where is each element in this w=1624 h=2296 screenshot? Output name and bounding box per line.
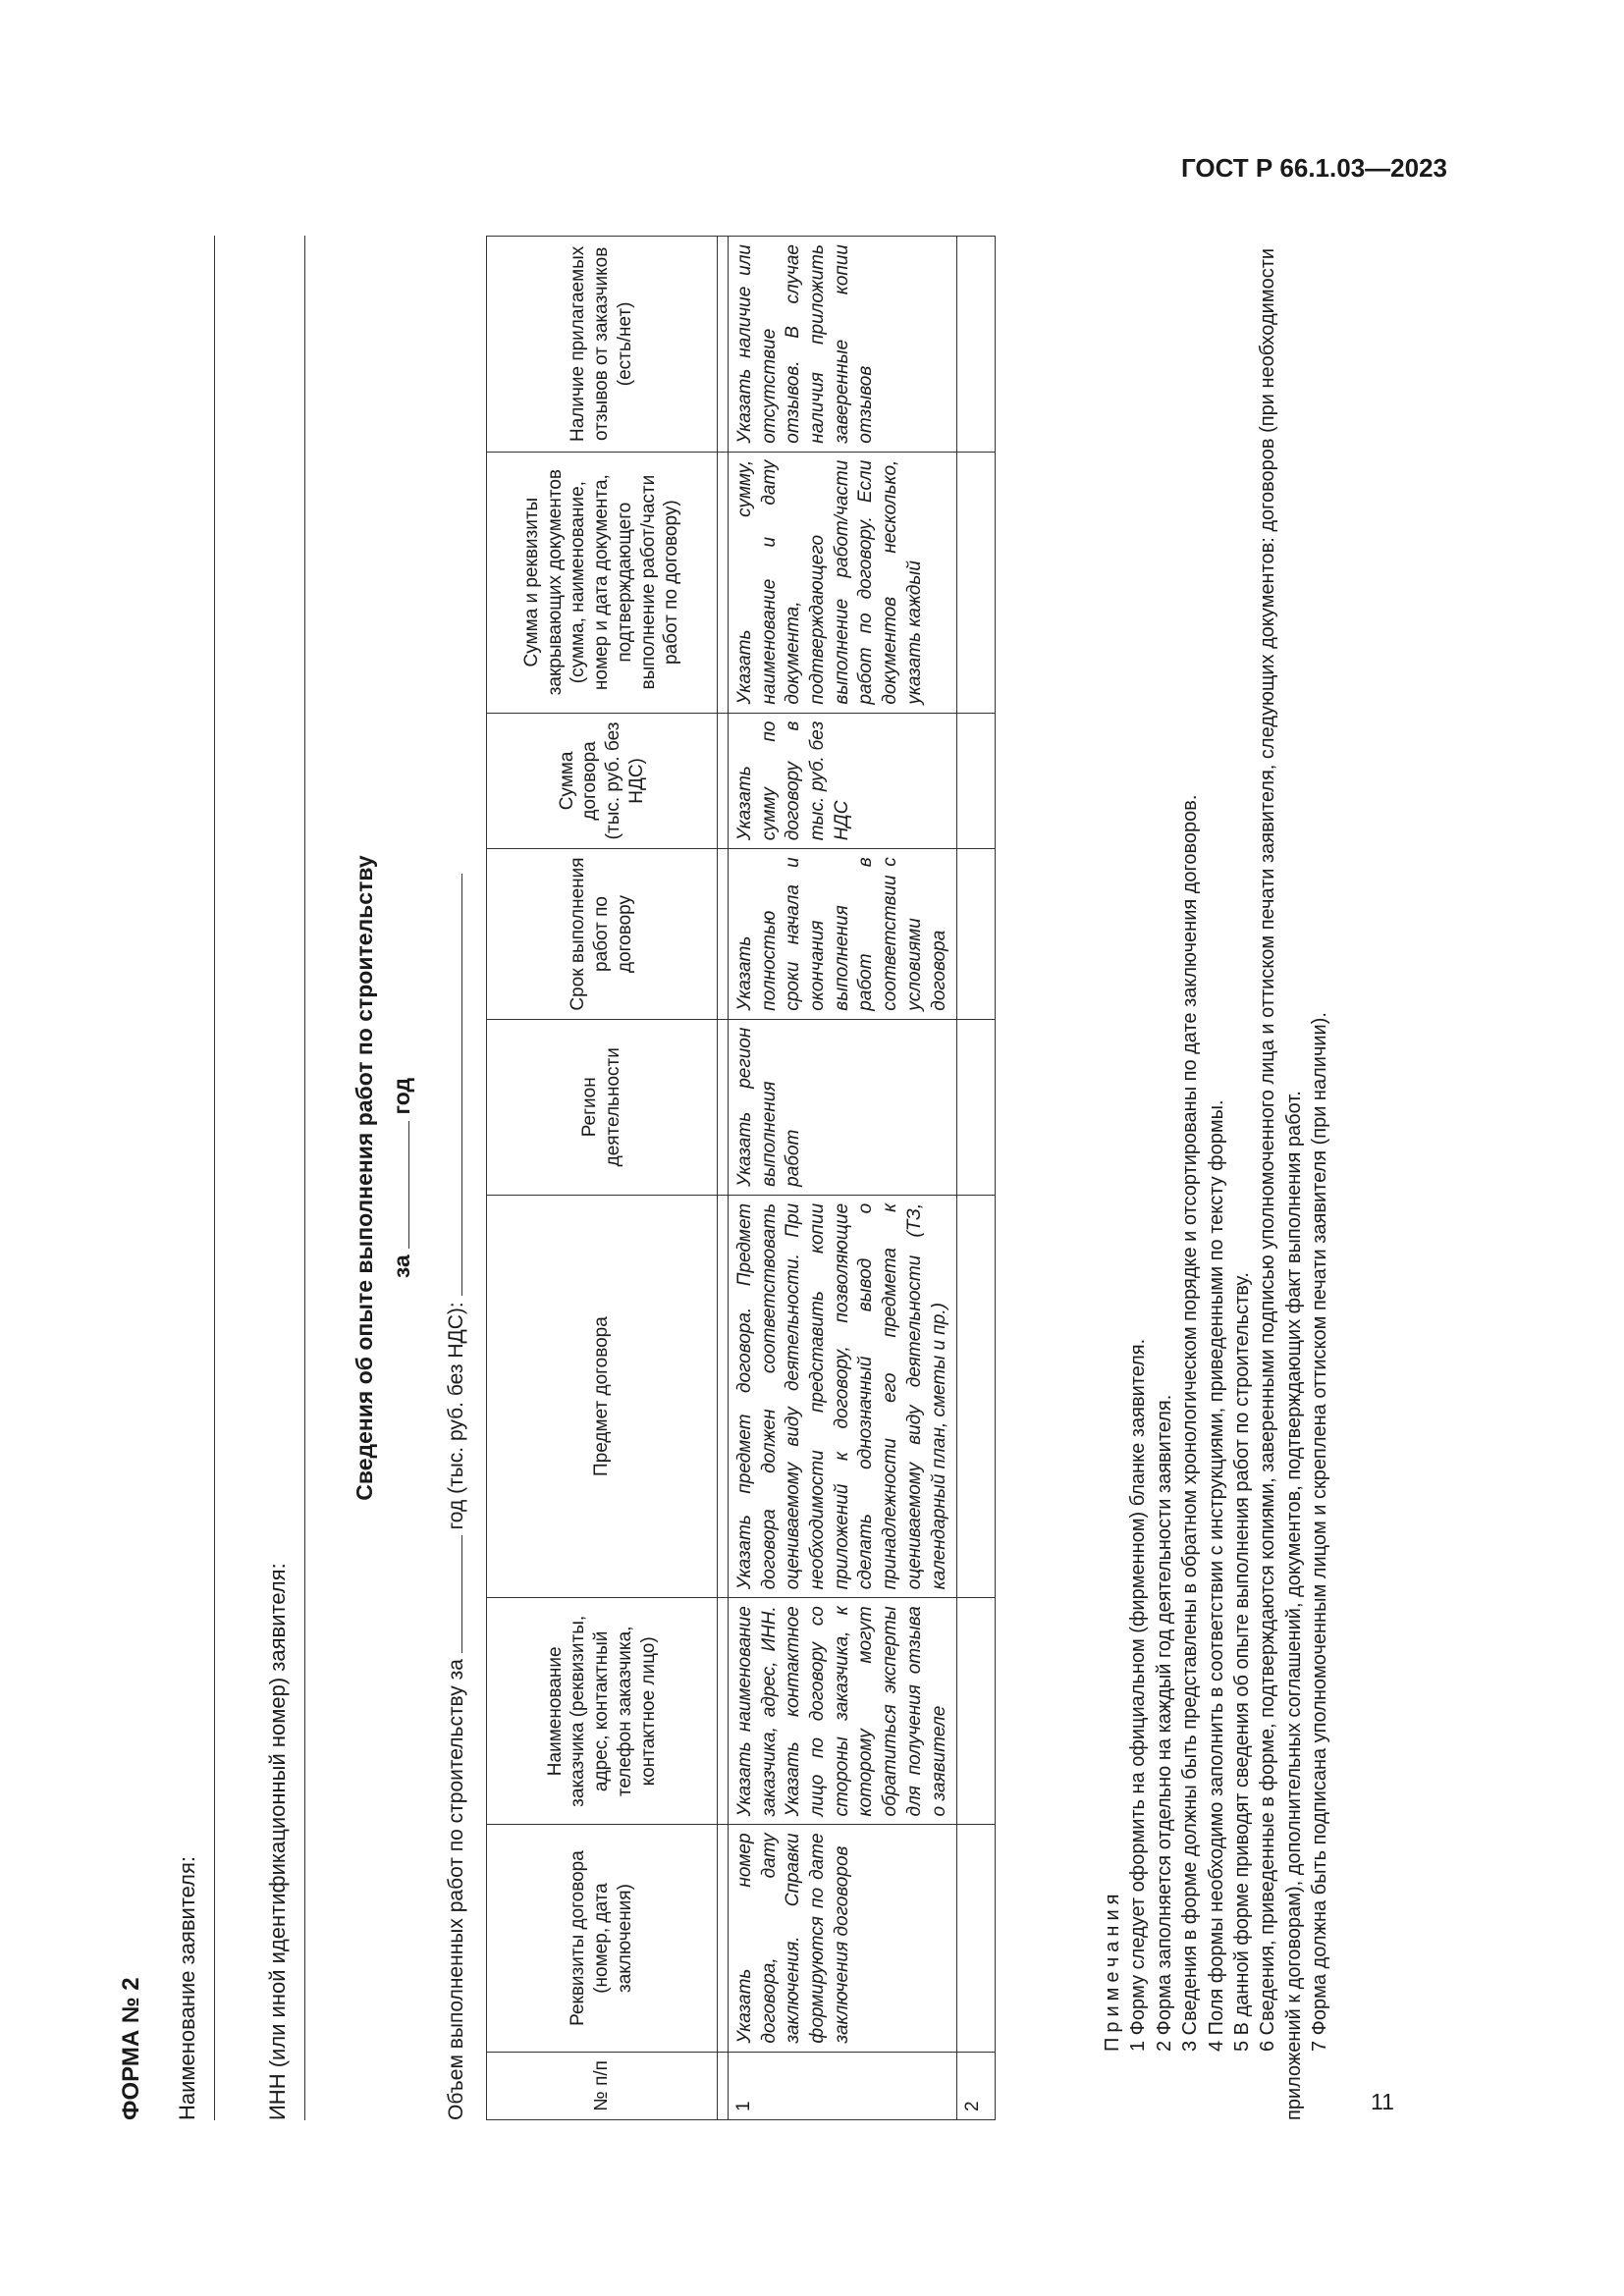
col-header-subject: Предмет договора (487, 1195, 718, 1597)
table-cell[interactable] (957, 237, 996, 453)
table-header-row (487, 237, 718, 2120)
notes-title: Примечания (1102, 1889, 1123, 2052)
table-cell[interactable]: Указать сумму, наименование и дату документа, подтверждающего выполнение работ/части работ по договору. Если документов несколько, указать каждый (729, 452, 957, 713)
inn-underline (304, 236, 305, 2120)
notes-block (1100, 236, 1333, 2120)
form-title: ФОРМА № 2 (118, 1977, 144, 2120)
col-header-contract-details: Реквизиты договора (номер, дата заключения) (487, 1825, 718, 2052)
heading-year-prefix: за (389, 1255, 414, 1279)
heading-year-blank[interactable] (389, 1121, 409, 1249)
table-cell[interactable]: Указать номер договора, дату заключения. Справки формируются по дате заключения договоров (729, 1825, 957, 2052)
note-item: 5 В данной форме приводят сведения об опыте выполнения работ по строительству. (1230, 1272, 1253, 2052)
page-number: 11 (1371, 2089, 1394, 2114)
note-item: 3 Сведения в форме должны быть представлены в обратном хронологическом порядке и отсортированы по дате заключения договоров. (1179, 794, 1202, 2052)
table-cell[interactable] (957, 1019, 996, 1195)
form-heading: Сведения об опыте выполнения работ по строительству (352, 855, 377, 1501)
note-item: 2 Форма заполняется отдельно на каждый год деятельности заявителя. (1153, 1394, 1175, 2052)
table-cell[interactable]: Указать полностью сроки начала и окончания выполнения работ в соответствии с условиями договора (729, 849, 957, 1019)
volume-label-prefix: Объем выполненных работ по строительству за (445, 1659, 467, 2120)
row-number: 2 (957, 2052, 996, 2119)
row-number: 1 (729, 2052, 957, 2119)
col-header-region: Регион деятельности (487, 1019, 718, 1195)
heading-year-suffix: год (389, 1077, 414, 1115)
form-heading-year (389, 236, 415, 2120)
table-cell[interactable] (957, 1598, 996, 1825)
note-item: 4 Поля формы необходимо заполнить в соответствии с инструкциями, приведенными по тексту формы. (1205, 1099, 1227, 2052)
rotated-form-sheet (118, 157, 1394, 2120)
col-header-customer: Наименование заказчика (реквизиты, адрес, контактный телефон заказчика, контактное лицо) (487, 1598, 718, 1825)
volume-year-blank[interactable] (442, 1535, 462, 1653)
table-cell[interactable]: Указать сумму по договору в тыс. руб. без НДС (729, 713, 957, 849)
table-cell[interactable] (957, 452, 996, 713)
applicant-name-field[interactable] (175, 236, 200, 2120)
note-item: 6 Сведения, приведенные в форме, подтверждаются копиями, заверенными подписью уполномоченного лица и оттиском печати заявителя, следующих документов: договоров (при необходимости приложений к договорам), дополнительных соглашений, документов, подтверждающих факт выполнения работ. (1257, 247, 1305, 2120)
table-cell[interactable]: Указать наименование заказчика, адрес, ИНН. Указать контактное лицо по договору со стороны заказчика, к которому могут обратиться эксперты для получения отзыва о заявителе (729, 1598, 957, 1825)
table-cell[interactable] (957, 1825, 996, 2052)
col-header-term: Срок выполнения работ по договору (487, 849, 718, 1019)
volume-label-suffix: год (тыс. руб. без НДС): (445, 1302, 467, 1530)
table-cell[interactable]: Указать наличие или отсутствие отзывов. В случае наличия приложить заверенные копии отзывов (729, 237, 957, 453)
table-cell[interactable] (957, 713, 996, 849)
table-cell[interactable] (957, 849, 996, 1019)
table-cell[interactable] (957, 1195, 996, 1597)
applicant-name-label: Наименование заявителя: (175, 1855, 199, 2120)
applicant-name-underline (214, 236, 215, 2120)
inn-field[interactable] (265, 236, 291, 2120)
table-cell[interactable]: Указать предмет договора. Предмет договора должен соответствовать оцениваемому виду деятельности. При необходимости представить копии приложений к договору, позволяющие сделать однозначный вывод о принадлежности его предмета к оцениваемому виду деятельности (ТЗ, календарный план, сметы и пр.) (729, 1195, 957, 1597)
table-row (957, 237, 996, 2120)
note-item: 7 Форма должна быть подписана уполномоченным лицом и скреплена оттиском печати заявителя (при наличии). (1309, 1012, 1331, 2052)
table-spacer-row (718, 237, 729, 2120)
experience-table (486, 236, 996, 2120)
volume-amount-blank[interactable] (442, 874, 462, 1296)
volume-line (442, 874, 468, 2120)
table-cell[interactable]: Указать регион выполнения работ (729, 1019, 957, 1195)
col-header-number: № п/п (487, 2052, 718, 2119)
col-header-reviews: Наличие прилагаемых отзывов от заказчиков (есть/нет) (487, 237, 718, 453)
table-row (729, 237, 957, 2120)
standard-designation: ГОСТ Р 66.1.03—2023 (1180, 153, 1447, 183)
inn-label: ИНН (или иной идентификационный номер) заявителя: (265, 1563, 290, 2120)
col-header-closing-docs: Сумма и реквизиты закрывающих документов (сумма, наименование, номер и дата документа, подтверждающего выполнение работ/части работ по договору) (487, 452, 718, 713)
col-header-amount: Сумма договора (тыс. руб. без НДС) (487, 713, 718, 849)
note-item: 1 Форму следует оформить на официальном (фирменном) бланке заявителя. (1127, 1338, 1150, 2052)
